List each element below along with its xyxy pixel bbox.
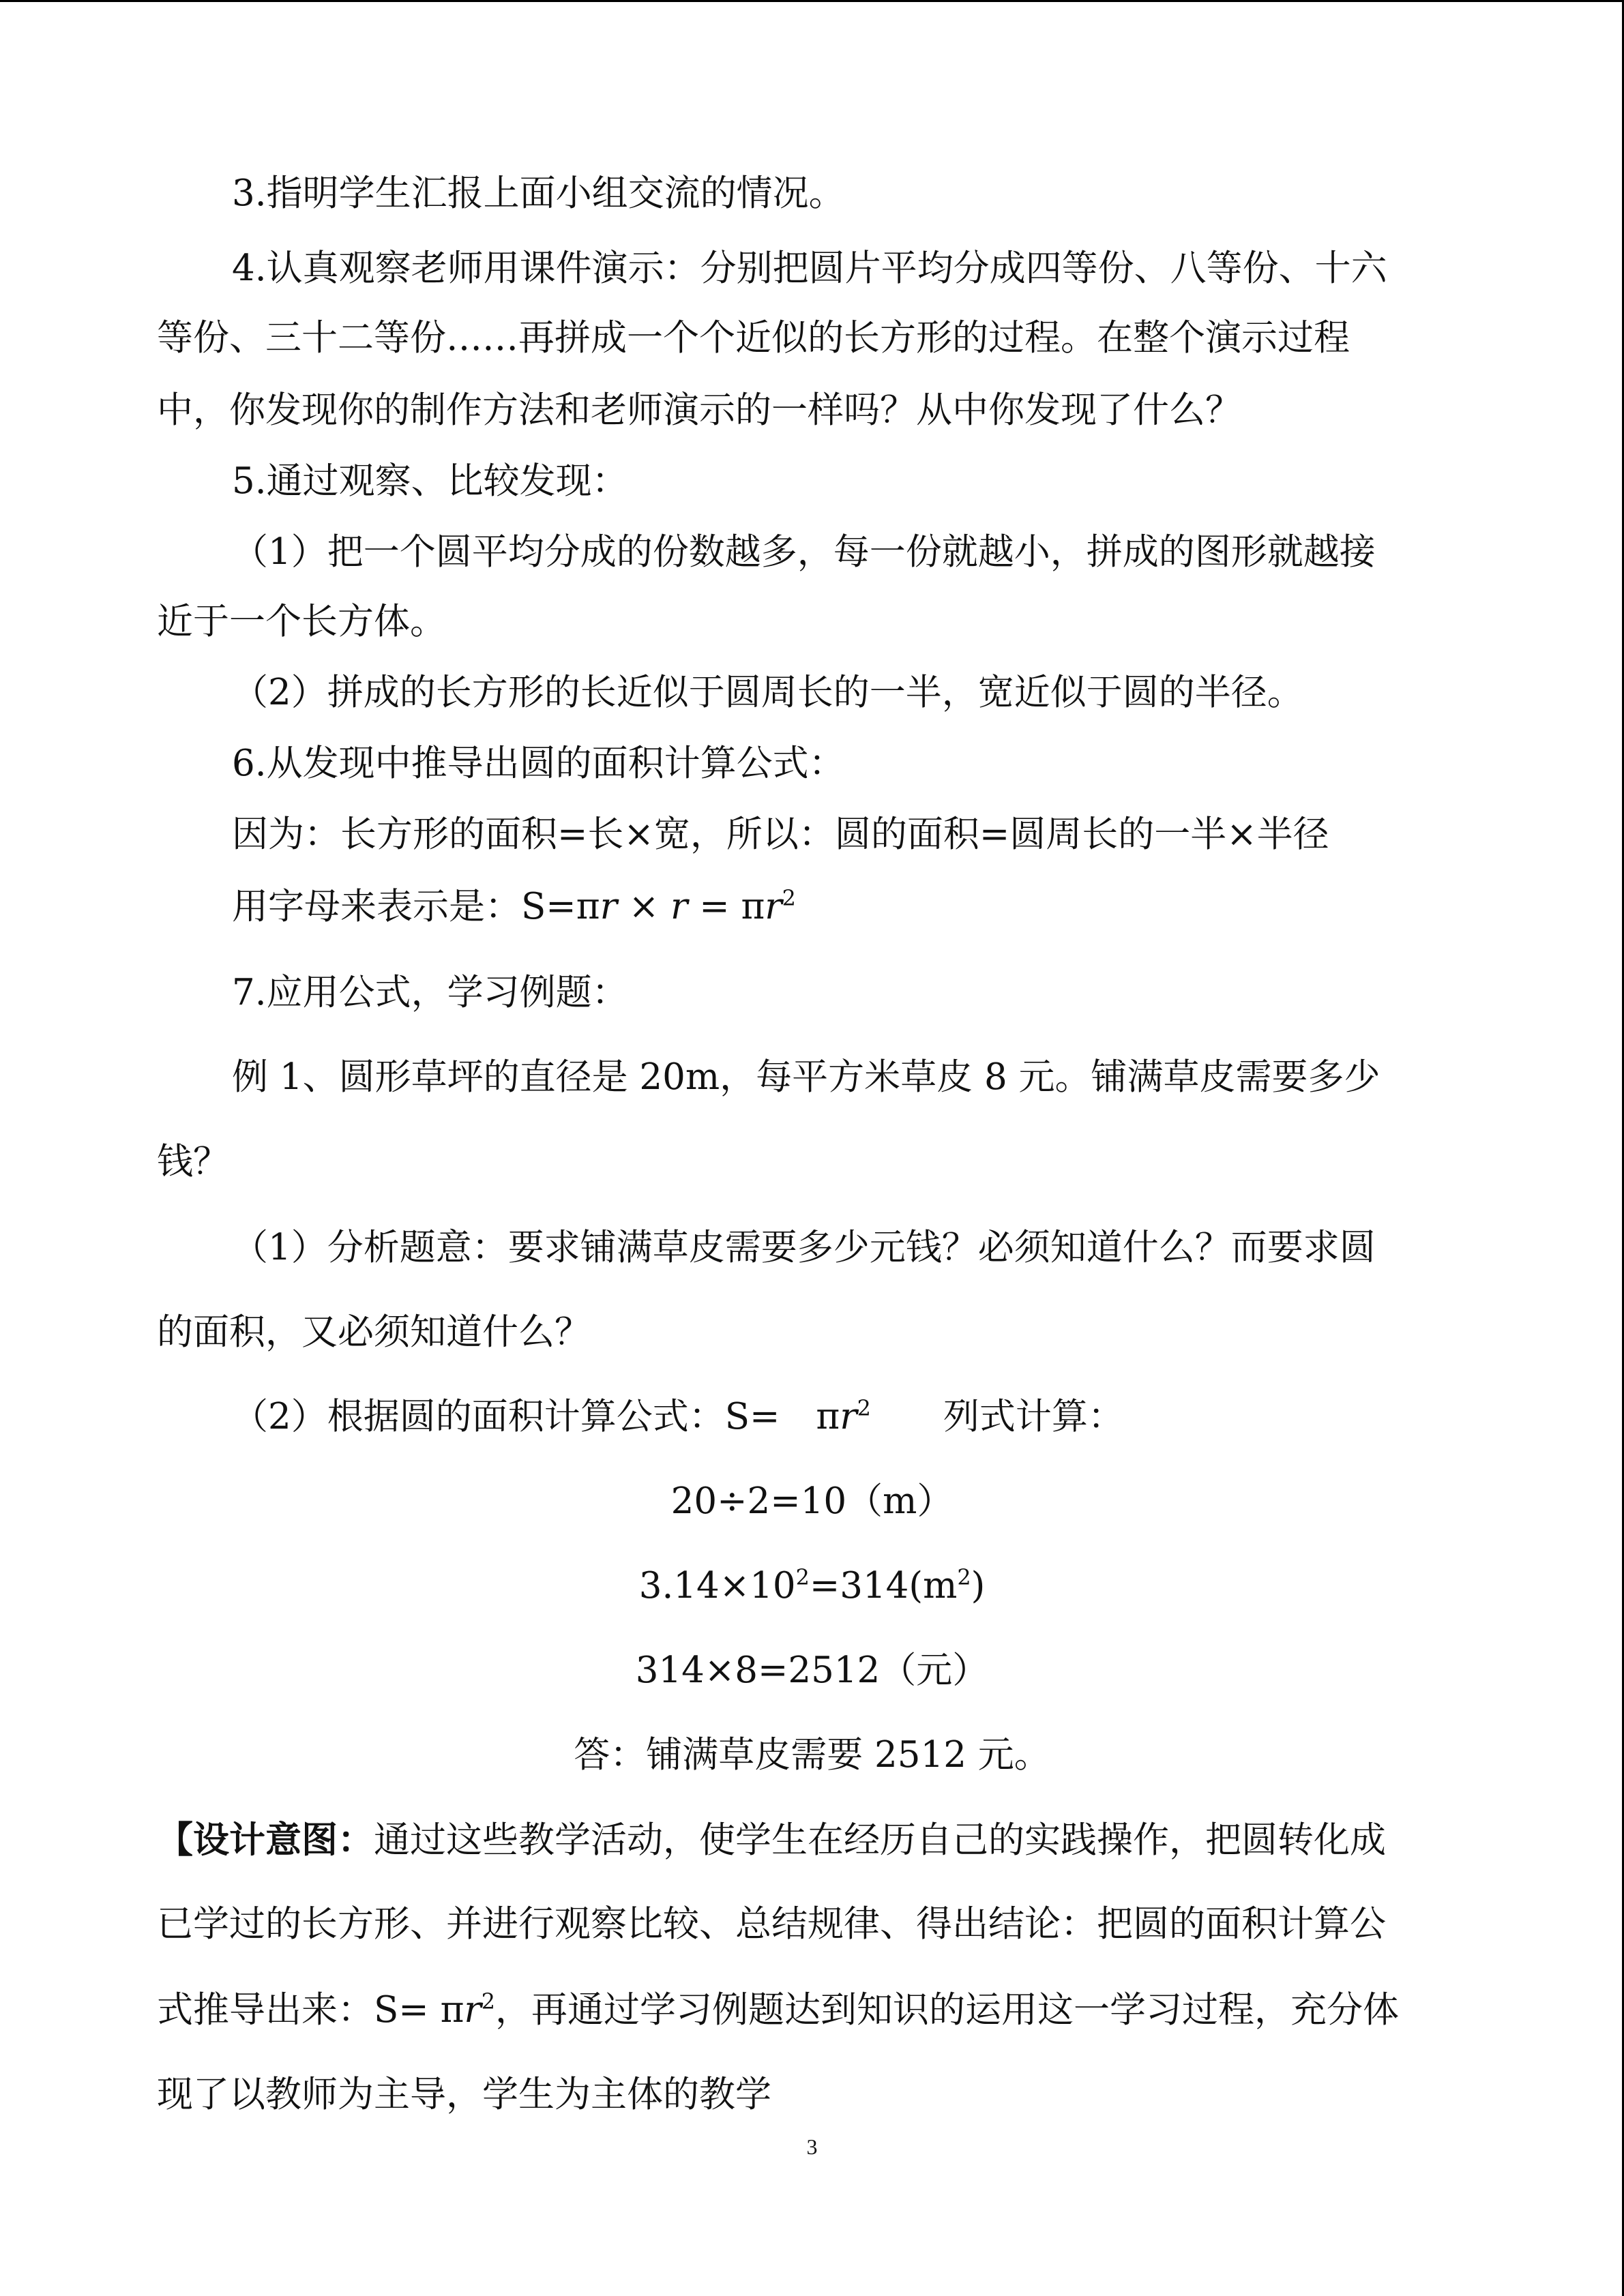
- step-6-heading: 6.从发现中推导出圆的面积计算公式：: [232, 743, 845, 784]
- calc-step-3: 314×8=2512（元）: [635, 1650, 989, 1691]
- page-number: 3: [806, 2134, 818, 2159]
- design-intent-line3: 式推导出来：$S= \pi r^2$，再通过学习例题达到知识的运用这一学习过程，充分体: [157, 1988, 1399, 2031]
- example-1-line1: 例 1、圆形草坪的直径是 20m，每平方米草皮 8 元。铺满草皮需要多少: [232, 1056, 1381, 1098]
- calc-step-1: 20÷2=10（m）: [670, 1480, 954, 1522]
- step-7-heading: 7.应用公式，学习例题：: [232, 972, 628, 1013]
- design-intent-line1: 【设计意图：通过这些教学活动，使学生在经历自己的实践操作，把圆转化成: [157, 1819, 1386, 1861]
- analysis-line2: 的面积，又必须知道什么？: [157, 1311, 591, 1353]
- formula-letters: 用字母来表示是：$S=\pi r \times r = \pi r^2$: [232, 885, 796, 927]
- step-4-text-line3: 中，你发现你的制作方法和老师演示的一样吗？从中你发现了什么？: [157, 389, 1241, 431]
- step-4-text-line2: 等份、三十二等份……再拼成一个个近似的长方形的过程。在整个演示过程: [157, 317, 1350, 359]
- formula-derivation: 因为：长方形的面积=长×宽，所以：圆的面积=圆周长的一半×半径: [232, 814, 1329, 855]
- step-4-text-line1: 4.认真观察老师用课件演示：分别把圆片平均分成四等份、八等份、十六: [232, 248, 1387, 289]
- page-border-top: [0, 0, 1624, 2]
- design-intent-line4: 现了以教师为主导，学生为主体的教学: [157, 2074, 771, 2115]
- finding-2: （2）拼成的长方形的长近似于圆周长的一半，宽近似于圆的半径。: [232, 672, 1303, 713]
- analysis-line1: （1）分析题意：要求铺满草皮需要多少元钱？必须知道什么？而要求圆: [232, 1227, 1376, 1268]
- step-3-text: 3.指明学生汇报上面小组交流的情况。: [232, 173, 845, 214]
- finding-1-line1: （1）把一个圆平均分成的份数越多，每一份就越小，拼成的图形就越接: [232, 531, 1376, 573]
- design-intent-line2: 已学过的长方形、并进行观察比较、总结规律、得出结论：把圆的面积计算公: [157, 1903, 1386, 1945]
- calc-answer: 答：铺满草皮需要 2512 元。: [574, 1734, 1050, 1776]
- formula-application: （2）根据圆的面积计算公式：S= $\pi r^2$ 列式计算：: [232, 1395, 1124, 1437]
- step-5-heading: 5.通过观察、比较发现：: [232, 460, 628, 502]
- finding-1-line2: 近于一个长方体。: [157, 601, 446, 642]
- design-intent-heading: 【设计意图：: [157, 1819, 374, 1861]
- calc-step-2: $3.14\times 10^2=314(m^2)$: [638, 1564, 986, 1607]
- example-1-line2: 钱？: [157, 1141, 229, 1182]
